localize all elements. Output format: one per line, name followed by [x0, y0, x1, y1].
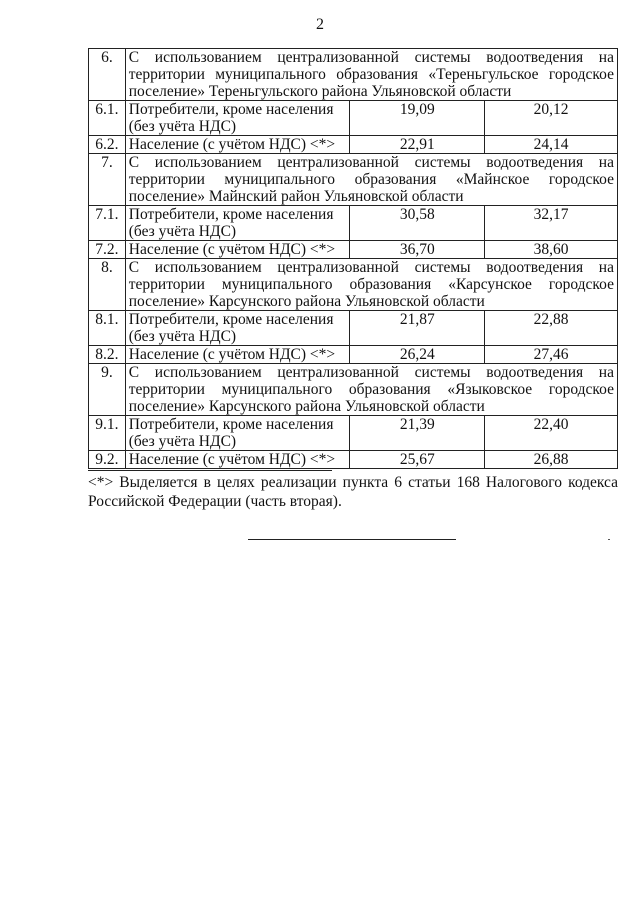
- value-first-period: 21,39: [350, 416, 485, 451]
- value-first-period: 36,70: [350, 241, 485, 259]
- section-description: С использованием централизованной системы водоотведения на территории муниципального образования «Тереньгульское городское поселение» Тереньгульского района Ульяновской области: [125, 49, 617, 101]
- footnote: <*> Выделяется в целях реализации пункта 6 статьи 168 Налогового кодекса Российской Федерации (часть вторая).: [88, 474, 618, 510]
- row-number: 9.1.: [89, 416, 126, 451]
- value-second-period: 22,40: [485, 416, 618, 451]
- table-row: [89, 241, 618, 259]
- row-label: Потребители, кроме населения (без учёта НДС): [125, 101, 350, 136]
- row-number: 6.: [89, 49, 126, 101]
- row-label: Население (с учётом НДС) <*>: [125, 451, 350, 469]
- value-second-period: 27,46: [485, 346, 618, 364]
- footnote-separator: [88, 470, 332, 471]
- row-number: 9.: [89, 364, 126, 416]
- value-second-period: 20,12: [485, 101, 618, 136]
- table-row: [89, 346, 618, 364]
- row-label: Потребители, кроме населения (без учёта НДС): [125, 311, 350, 346]
- row-label: Население (с учётом НДС) <*>: [125, 136, 350, 154]
- section-row: [89, 259, 618, 311]
- value-second-period: 32,17: [485, 206, 618, 241]
- closing-line: [248, 539, 456, 540]
- scan-artifact: [608, 539, 610, 540]
- row-number: 6.1.: [89, 101, 126, 136]
- section-description: С использованием централизованной системы водоотведения на территории муниципального образования «Языковское городское поселение» Карсунского района Ульяновской области: [125, 364, 617, 416]
- row-number: 8.: [89, 259, 126, 311]
- row-label: Население (с учётом НДС) <*>: [125, 346, 350, 364]
- row-number: 8.1.: [89, 311, 126, 346]
- table-row: [89, 311, 618, 346]
- section-row: [89, 364, 618, 416]
- value-second-period: 26,88: [485, 451, 618, 469]
- section-row: [89, 154, 618, 206]
- row-label: Потребители, кроме населения (без учёта НДС): [125, 416, 350, 451]
- section-row: [89, 49, 618, 101]
- table-row: [89, 206, 618, 241]
- value-second-period: 24,14: [485, 136, 618, 154]
- section-description: С использованием централизованной системы водоотведения на территории муниципального образования «Майнское городское поселение» Майнский район Ульяновской области: [125, 154, 617, 206]
- table-row: [89, 136, 618, 154]
- value-second-period: 22,88: [485, 311, 618, 346]
- row-number: 7.: [89, 154, 126, 206]
- row-number: 9.2.: [89, 451, 126, 469]
- value-first-period: 25,67: [350, 451, 485, 469]
- row-number: 7.1.: [89, 206, 126, 241]
- value-first-period: 26,24: [350, 346, 485, 364]
- row-number: 7.2.: [89, 241, 126, 259]
- table-row: [89, 416, 618, 451]
- row-number: 6.2.: [89, 136, 126, 154]
- row-label: Потребители, кроме населения (без учёта НДС): [125, 206, 350, 241]
- tariff-table: [88, 48, 618, 469]
- value-first-period: 19,09: [350, 101, 485, 136]
- table-row: [89, 451, 618, 469]
- table-row: [89, 101, 618, 136]
- value-first-period: 30,58: [350, 206, 485, 241]
- value-second-period: 38,60: [485, 241, 618, 259]
- row-number: 8.2.: [89, 346, 126, 364]
- section-description: С использованием централизованной системы водоотведения на территории муниципального образования «Карсунское городское поселение» Карсунского района Ульяновской области: [125, 259, 617, 311]
- row-label: Население (с учётом НДС) <*>: [125, 241, 350, 259]
- value-first-period: 22,91: [350, 136, 485, 154]
- value-first-period: 21,87: [350, 311, 485, 346]
- page-number: 2: [316, 16, 324, 33]
